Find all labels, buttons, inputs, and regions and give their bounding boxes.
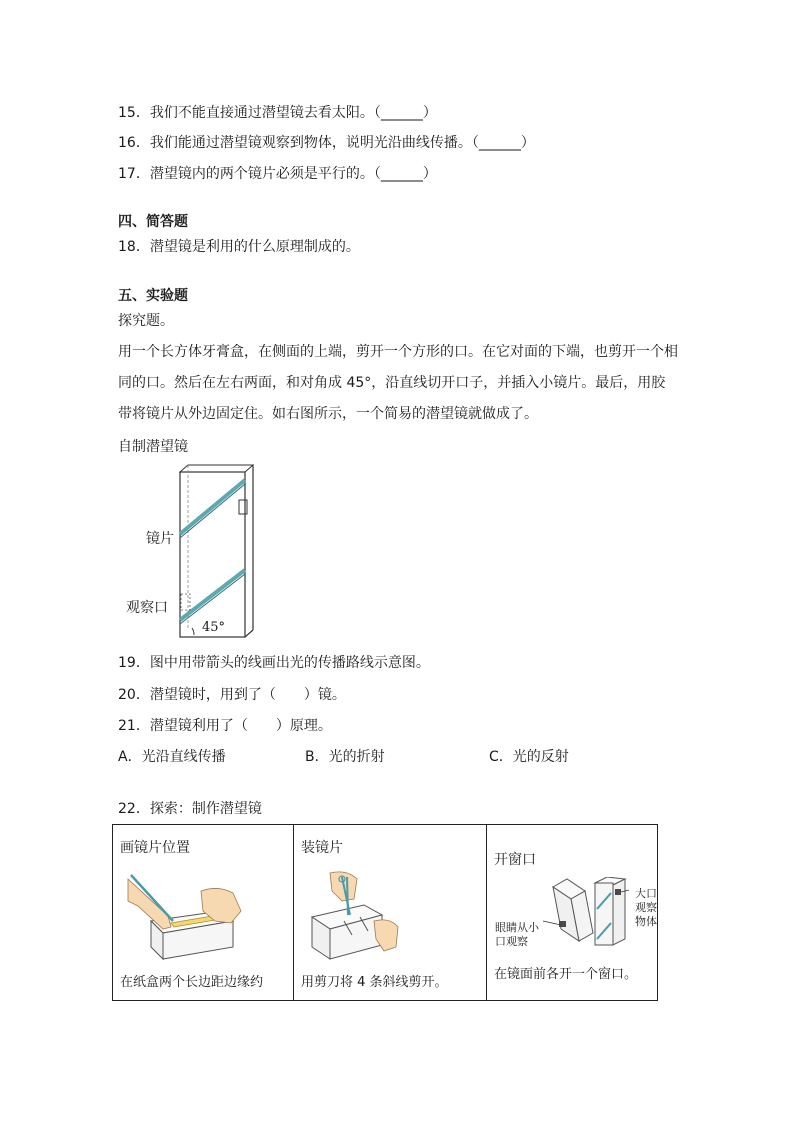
mirror-label: 镜片 — [146, 531, 174, 547]
eye-small-hole-label — [495, 921, 539, 949]
eyehole-label: 观察口 — [126, 600, 168, 616]
steps-table — [112, 824, 658, 1001]
section-4-title: 四、简答题 — [118, 214, 188, 230]
section-5-paragraph-line-1: 用一个长方体牙膏盒，在侧面的上端，剪开一个方形的口。在它对面的下端，也剪开一个相 — [118, 344, 678, 360]
question-16: 16．我们能通过潜望镜观察到物体，说明光沿曲线传播。（______） — [118, 135, 535, 151]
cell-caption: 用剪刀将 4 条斜线剪开。 — [301, 975, 448, 990]
cell-title: 画镜片位置 — [120, 840, 190, 856]
large-label-line-3: 物体 — [635, 915, 657, 928]
cell-title: 开窗口 — [494, 852, 536, 868]
angle-label: 45° — [202, 620, 226, 635]
step-draw-mirror-position — [113, 825, 294, 1001]
question-22-title: 22．探索：制作潜望镜 — [118, 801, 262, 817]
periscope-diagram — [118, 462, 278, 642]
cell-title: 装镜片 — [301, 840, 343, 856]
scissors-cutting-illustration — [302, 869, 412, 961]
section-5-paragraph-line-2: 同的口。然后在左右两面，和对角成 45°，沿直线切开口子，并插入小镜片。最后，用胶 — [118, 375, 666, 391]
step-install-mirror — [294, 825, 487, 1001]
cell-caption: 在纸盒两个长边距边缘约 — [120, 975, 264, 990]
figure-caption: 自制潜望镜 — [118, 439, 188, 455]
large-label-line-2: 观察 — [635, 901, 657, 914]
option-a[interactable]: A．光沿直线传播 — [118, 749, 226, 765]
question-18: 18．潜望镜是利用的什么原理制成的。 — [118, 239, 360, 255]
table-row — [113, 825, 658, 1001]
question-20: 20．潜望镜时，用到了（ ）镜。 — [118, 687, 346, 703]
option-c[interactable]: C．光的反射 — [489, 749, 569, 765]
large-hole-label — [635, 887, 657, 929]
eye-label-line-1: 眼睛从小 — [495, 921, 539, 934]
hands-drawing-illustration — [123, 871, 253, 963]
question-15: 15．我们不能直接通过潜望镜去看太阳。（______） — [118, 105, 437, 121]
option-b[interactable]: B．光的折射 — [305, 749, 385, 765]
question-21: 21．潜望镜利用了（ ）原理。 — [118, 718, 332, 734]
step-open-window — [487, 825, 658, 1001]
section-5-intro: 探究题。 — [118, 313, 174, 329]
question-19: 19．图中用带箭头的线画出光的传播路线示意图。 — [118, 655, 430, 671]
section-5-paragraph-line-3: 带将镜片从外边固定住。如右图所示，一个简易的潜望镜就做成了。 — [118, 406, 538, 422]
section-5-title: 五、实验题 — [118, 288, 188, 304]
question-17: 17．潜望镜内的两个镜片必须是平行的。（______） — [118, 166, 437, 182]
cell-caption: 在镜面前各开一个窗口。 — [494, 967, 638, 982]
large-label-line-1: 大口 — [635, 887, 657, 900]
eye-label-line-2: 口观察 — [495, 935, 528, 948]
